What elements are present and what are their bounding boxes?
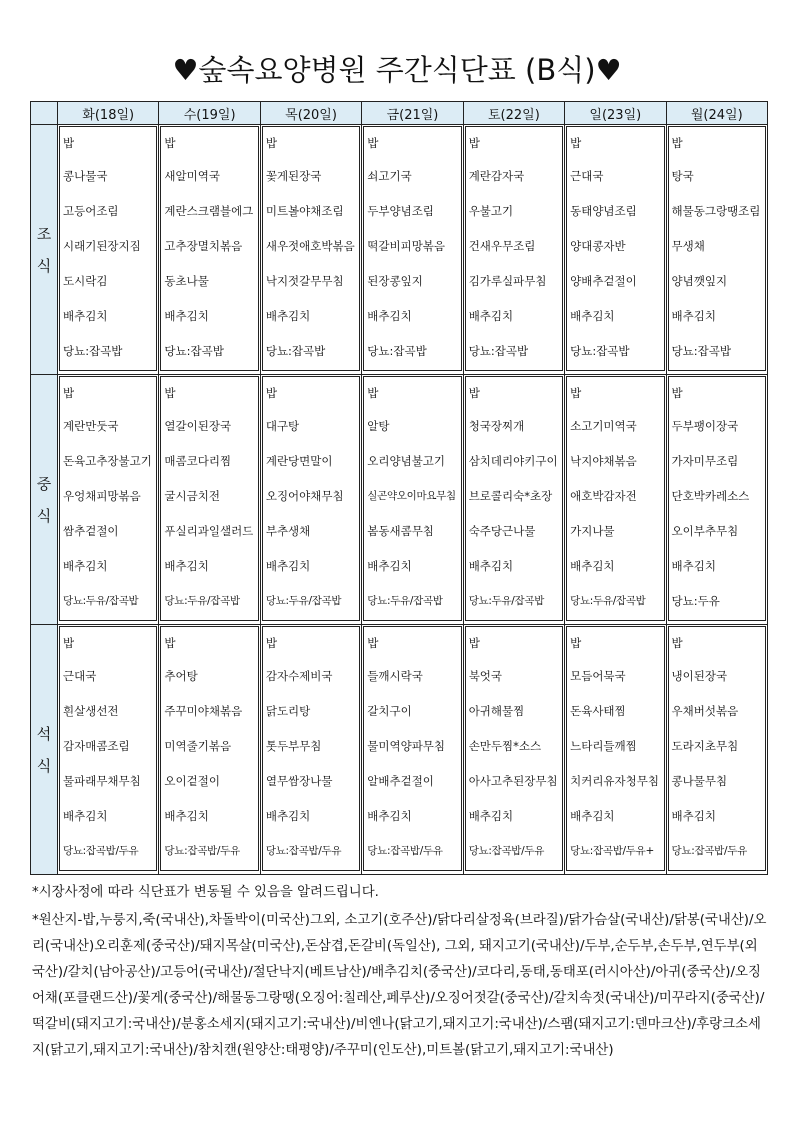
menu-item: 밥 <box>164 636 176 650</box>
menu-item: 시래기된장지짐 <box>63 239 141 253</box>
menu-cell-box <box>668 126 766 371</box>
menu-item: 밥 <box>63 136 75 150</box>
menu-item: 당뇨:두유/잡곡밥 <box>367 595 443 607</box>
menu-cell-box <box>566 626 664 871</box>
menu-item: 당뇨:잡곡밥/두유 <box>164 845 240 857</box>
menu-item: 배추김치 <box>265 809 311 823</box>
menu-item: 당뇨:잡곡밥 <box>367 344 427 358</box>
menu-cell <box>362 625 463 875</box>
meal-row-dinner <box>31 625 768 875</box>
menu-item: 물미역양파무침 <box>367 739 446 753</box>
meal-label-char: 중 <box>36 474 52 493</box>
menu-item: 추어탕 <box>164 669 198 683</box>
menu-cell <box>159 625 260 875</box>
menu-item: 양념깻잎지 <box>671 274 728 288</box>
menu-item: 당뇨:잡곡밥 <box>63 344 123 358</box>
menu-cell-box <box>262 376 360 621</box>
day-header: 일(23일) <box>565 102 666 125</box>
header-corner <box>31 102 58 125</box>
menu-item: 브로콜리숙*초장 <box>468 489 553 503</box>
change-notice: *시장사정에 따라 식단표가 변동될 수 있음을 알려드립니다. <box>32 885 379 900</box>
menu-item: 밥 <box>468 136 480 150</box>
menu-cell <box>463 625 564 875</box>
menu-item: 배추김치 <box>63 809 108 823</box>
menu-item: 김가루실파무침 <box>468 274 547 288</box>
menu-item: 밥 <box>367 386 379 400</box>
menu-item: 오징어야채무침 <box>265 489 344 503</box>
menu-item: 건새우무조림 <box>468 239 536 253</box>
menu-item: 쇠고기국 <box>367 169 412 183</box>
day-header: 화(18일) <box>58 102 159 125</box>
menu-item: 당뇨:잡곡밥 <box>265 344 326 358</box>
menu-item: 떡갈비피망볶음 <box>367 239 446 253</box>
menu-cell <box>58 125 159 375</box>
menu-item: 삼치데리야키구이 <box>468 454 558 468</box>
menu-cell <box>565 625 666 875</box>
menu-item: 배추김치 <box>671 809 716 823</box>
page-title: ♥숲속요양병원 주간식단표 (B식)♥ <box>172 53 622 87</box>
menu-item: 열무쌈장나물 <box>265 774 333 788</box>
menu-item: 배추김치 <box>570 559 615 573</box>
menu-item: 오리양념불고기 <box>367 454 446 468</box>
menu-item: 두부팽이장국 <box>671 419 739 433</box>
menu-item: 열갈이된장국 <box>164 419 232 433</box>
menu-item: 당뇨:잡곡밥/두유 <box>468 845 545 857</box>
menu-item: 근대국 <box>63 669 97 683</box>
menu-cell <box>260 625 361 875</box>
menu-item: 밥 <box>671 386 683 400</box>
day-header: 목(20일) <box>260 102 361 125</box>
menu-cell <box>666 125 767 375</box>
menu-item: 밥 <box>468 386 480 400</box>
menu-item: 소고기미역국 <box>570 419 637 433</box>
menu-item: 무생채 <box>671 239 705 253</box>
menu-item: 양배추겉절이 <box>570 274 637 288</box>
menu-item: 돈육사태찜 <box>570 704 626 718</box>
menu-item: 도시락김 <box>63 274 108 288</box>
meal-label-breakfast <box>31 125 58 375</box>
menu-item: 배추김치 <box>265 309 311 323</box>
menu-cell <box>362 125 463 375</box>
menu-item: 당뇨:두유/잡곡밥 <box>265 595 342 607</box>
menu-cell-box <box>160 376 258 621</box>
menu-item: 주꾸미야채볶음 <box>164 704 243 718</box>
menu-item: 배추김치 <box>367 309 412 323</box>
menu-cell <box>260 125 361 375</box>
meal-label-dinner <box>31 625 58 875</box>
menu-item: 밥 <box>367 636 379 650</box>
menu-item: 당뇨:잡곡밥/두유 <box>63 845 139 857</box>
menu-item: 콩나물무침 <box>671 774 728 788</box>
menu-item: 밥 <box>671 636 683 650</box>
menu-cell-box <box>465 126 563 371</box>
menu-item: 우엉채피망볶음 <box>63 489 141 503</box>
menu-item: 밥 <box>671 136 683 150</box>
day-header-row <box>31 102 768 125</box>
menu-item: 당뇨:잡곡밥 <box>164 344 224 358</box>
menu-cell <box>58 625 159 875</box>
menu-cell <box>463 125 564 375</box>
menu-item: 밥 <box>265 386 277 400</box>
menu-cell <box>666 625 767 875</box>
menu-item: 두부양념조림 <box>367 204 434 218</box>
menu-item: 된장콩잎지 <box>367 274 423 288</box>
menu-item: 양대콩자반 <box>570 239 626 253</box>
menu-cell <box>666 375 767 625</box>
menu-item: 실곤약오이마요무침 <box>367 490 456 502</box>
menu-item: 계란당면말이 <box>265 454 333 468</box>
menu-item: 배추김치 <box>164 309 209 323</box>
menu-item: 숙주당근나물 <box>468 524 536 538</box>
menu-item: 탕국 <box>671 169 694 183</box>
menu-item: 배추김치 <box>671 309 716 323</box>
menu-item: 계란만둣국 <box>63 419 119 433</box>
menu-cell-box <box>59 626 157 871</box>
menu-item: 오이겉절이 <box>164 774 220 788</box>
menu-item: 배추김치 <box>468 559 514 573</box>
menu-item: 밥 <box>570 136 582 150</box>
menu-item: 배추김치 <box>671 559 716 573</box>
menu-item: 밥 <box>63 386 75 400</box>
menu-item: 밥 <box>265 136 277 150</box>
menu-item: 들깨시락국 <box>367 669 423 683</box>
menu-cell-box <box>160 626 258 871</box>
menu-item: 낙지젓갈무무침 <box>265 274 344 288</box>
day-header: 토(22일) <box>463 102 564 125</box>
menu-item: 닭도리탕 <box>265 704 311 718</box>
menu-item: 감자수제비국 <box>265 669 333 683</box>
menu-cell-box <box>465 626 563 871</box>
menu-item: 치커리유자청무침 <box>570 774 659 788</box>
menu-item: 미역줄기볶음 <box>164 739 232 753</box>
menu-item: 북엇국 <box>468 669 503 683</box>
menu-cell-box <box>566 126 664 371</box>
menu-item: 배추김치 <box>570 309 615 323</box>
notes-section <box>30 880 770 1064</box>
menu-item: 단호박카레소스 <box>671 489 750 503</box>
menu-item: 동태양념조림 <box>570 204 637 218</box>
menu-item: 알배추겉절이 <box>367 774 434 788</box>
menu-item: 배추김치 <box>265 559 311 573</box>
menu-item: 도라지초무침 <box>671 739 739 753</box>
menu-item: 흰살생선전 <box>63 704 119 718</box>
meal-row-lunch <box>31 375 768 625</box>
menu-item: 당뇨:두유 <box>671 594 720 608</box>
menu-cell <box>362 375 463 625</box>
menu-item: 낙지야채볶음 <box>570 454 637 468</box>
meal-row-breakfast <box>31 125 768 375</box>
menu-item: 봄동새콤무침 <box>367 524 434 538</box>
menu-item: 꽃게된장국 <box>265 169 322 183</box>
menu-item: 당뇨:잡곡밥 <box>468 344 529 358</box>
menu-item: 손만두찜*소스 <box>468 739 542 753</box>
menu-cell <box>58 375 159 625</box>
menu-item: 오이부추무침 <box>671 524 739 538</box>
menu-item: 아사고추된장무침 <box>468 774 558 788</box>
menu-cell-box <box>262 626 360 871</box>
menu-item: 밥 <box>63 636 75 650</box>
menu-item: 밥 <box>570 386 582 400</box>
meal-label-char: 식 <box>36 756 52 775</box>
menu-item: 아귀해물찜 <box>468 704 525 718</box>
menu-item: 당뇨:두유/잡곡밥 <box>570 595 646 607</box>
menu-item: 밥 <box>164 136 176 150</box>
menu-cell-box <box>566 376 664 621</box>
menu-item: 푸실리과일샐러드 <box>164 524 254 538</box>
menu-cell-box <box>262 126 360 371</box>
menu-item: 굴시금치전 <box>164 489 220 503</box>
menu-item: 배추김치 <box>367 809 412 823</box>
menu-item: 새우젓애호박볶음 <box>265 239 355 253</box>
menu-item: 배추김치 <box>468 309 514 323</box>
menu-item: 콩나물국 <box>63 169 108 183</box>
menu-item: 가지나물 <box>570 524 615 538</box>
menu-cell-box <box>59 376 157 621</box>
menu-item: 고추장멸치볶음 <box>164 239 243 253</box>
menu-item: 밥 <box>367 136 379 150</box>
menu-item: 냉이된장국 <box>671 669 728 683</box>
menu-item: 당뇨:두유/잡곡밥 <box>164 595 240 607</box>
menu-item: 애호박감자전 <box>570 489 637 503</box>
menu-cell <box>159 125 260 375</box>
menu-item: 밥 <box>164 386 176 400</box>
menu-item: 배추김치 <box>63 559 108 573</box>
origin-notice: *원산지-밥,누룽지,죽(국내산),차돌박이(미국산)그외, 소고기(호주산)/닭다리살정육(브라질)/닭가슴살(국내산)/닭봉(국내산)/오리(국내산)오리훈제(중국산)/돼지목살(미국산),돈삼겹,돈갈비(독일산), 그외, 돼지고기(국내산)/두부,순두부,손두부,연두부(외국산)/갈치(남아공산)/고등어(국내산)/절단낙지(베트남산)/배추김치(중국산)/코다리,동태,동태포(러시아산)/아귀(중국산)/오징어채(포클랜드산)/꽃게(중국산)/해물동그랑땡(오징어:칠레산,페루산)/오징어젓갈(중국산)/갈치속젓(국내산)/미꾸라지(중국산)/떡갈비(돼지고기:국내산)/분홍소세지(돼지고기:국내산)/비엔나(닭고기,돼지고기:국내산)/스팸(돼지고기:덴마크산)/후랑크소세지(닭고기,돼지고기:국내산)/참치캔(원양산:태평양)/주꾸미(인도산),미트볼(닭고기,돼지고기:국내산) <box>32 913 767 1058</box>
menu-cell-box <box>363 126 461 371</box>
menu-item: 배추김치 <box>570 809 615 823</box>
menu-item: 매콤코다리찜 <box>164 454 232 468</box>
menu-item: 우불고기 <box>468 204 514 218</box>
menu-item: 갈치구이 <box>367 704 412 718</box>
menu-cell-box <box>363 376 461 621</box>
menu-item: 당뇨:두유/잡곡밥 <box>63 595 139 607</box>
meal-label-char: 조 <box>36 224 52 243</box>
meal-label-lunch <box>31 375 58 625</box>
menu-item: 당뇨:잡곡밥/두유+ <box>570 845 654 857</box>
menu-cell-box <box>668 626 766 871</box>
menu-cell-box <box>160 126 258 371</box>
menu-item: 배추김치 <box>164 559 209 573</box>
menu-item: 돈육고추장불고기 <box>63 454 152 468</box>
menu-item: 당뇨:잡곡밥/두유 <box>265 845 342 857</box>
menu-item: 쌈추겉절이 <box>63 524 119 538</box>
menu-item: 당뇨:잡곡밥/두유 <box>671 845 747 857</box>
menu-item: 밥 <box>265 636 277 650</box>
menu-item: 동초나물 <box>164 274 209 288</box>
weekly-menu-table <box>30 101 768 875</box>
menu-item: 느타리들깨찜 <box>570 739 637 753</box>
menu-item: 밥 <box>570 636 582 650</box>
day-header: 금(21일) <box>362 102 463 125</box>
menu-item: 배추김치 <box>468 809 514 823</box>
menu-item: 새알미역국 <box>164 169 220 183</box>
menu-item: 당뇨:잡곡밥 <box>671 344 731 358</box>
day-header: 수(19일) <box>159 102 260 125</box>
menu-item: 청국장찌개 <box>468 419 525 433</box>
menu-cell-box <box>465 376 563 621</box>
menu-cell <box>260 375 361 625</box>
menu-item: 당뇨:잡곡밥 <box>570 344 630 358</box>
menu-cell-box <box>363 626 461 871</box>
menu-cell-box <box>59 126 157 371</box>
meal-label-char: 식 <box>36 256 52 275</box>
menu-item: 부추생채 <box>265 524 311 538</box>
menu-item: 계란스크램블에그 <box>164 204 254 218</box>
menu-item: 모듬어묵국 <box>570 669 626 683</box>
menu-item: 가자미무조림 <box>671 454 739 468</box>
menu-item: 배추김치 <box>164 809 209 823</box>
menu-cell-box <box>668 376 766 621</box>
menu-item: 알탕 <box>367 419 390 433</box>
meal-label-char: 석 <box>36 724 52 743</box>
menu-item: 고등어조림 <box>63 204 119 218</box>
meal-label-char: 식 <box>36 506 52 525</box>
menu-item: 배추김치 <box>367 559 412 573</box>
menu-item: 톳두부무침 <box>265 739 322 753</box>
menu-item: 근대국 <box>570 169 604 183</box>
menu-item: 물파래무채무침 <box>63 774 141 788</box>
day-header: 월(24일) <box>666 102 767 125</box>
menu-item: 대구탕 <box>265 419 300 433</box>
menu-cell <box>565 125 666 375</box>
menu-cell <box>463 375 564 625</box>
menu-cell <box>159 375 260 625</box>
menu-item: 우채버섯볶음 <box>671 704 739 718</box>
menu-item: 미트볼야채조림 <box>265 204 344 218</box>
menu-cell <box>565 375 666 625</box>
menu-item: 해물동그랑땡조림 <box>671 204 761 218</box>
menu-item: 당뇨:잡곡밥/두유 <box>367 845 443 857</box>
menu-item: 당뇨:두유/잡곡밥 <box>468 595 545 607</box>
menu-item: 감자매콤조림 <box>63 739 130 753</box>
menu-item: 배추김치 <box>63 309 108 323</box>
menu-item: 계란감자국 <box>468 169 525 183</box>
menu-item: 밥 <box>468 636 480 650</box>
